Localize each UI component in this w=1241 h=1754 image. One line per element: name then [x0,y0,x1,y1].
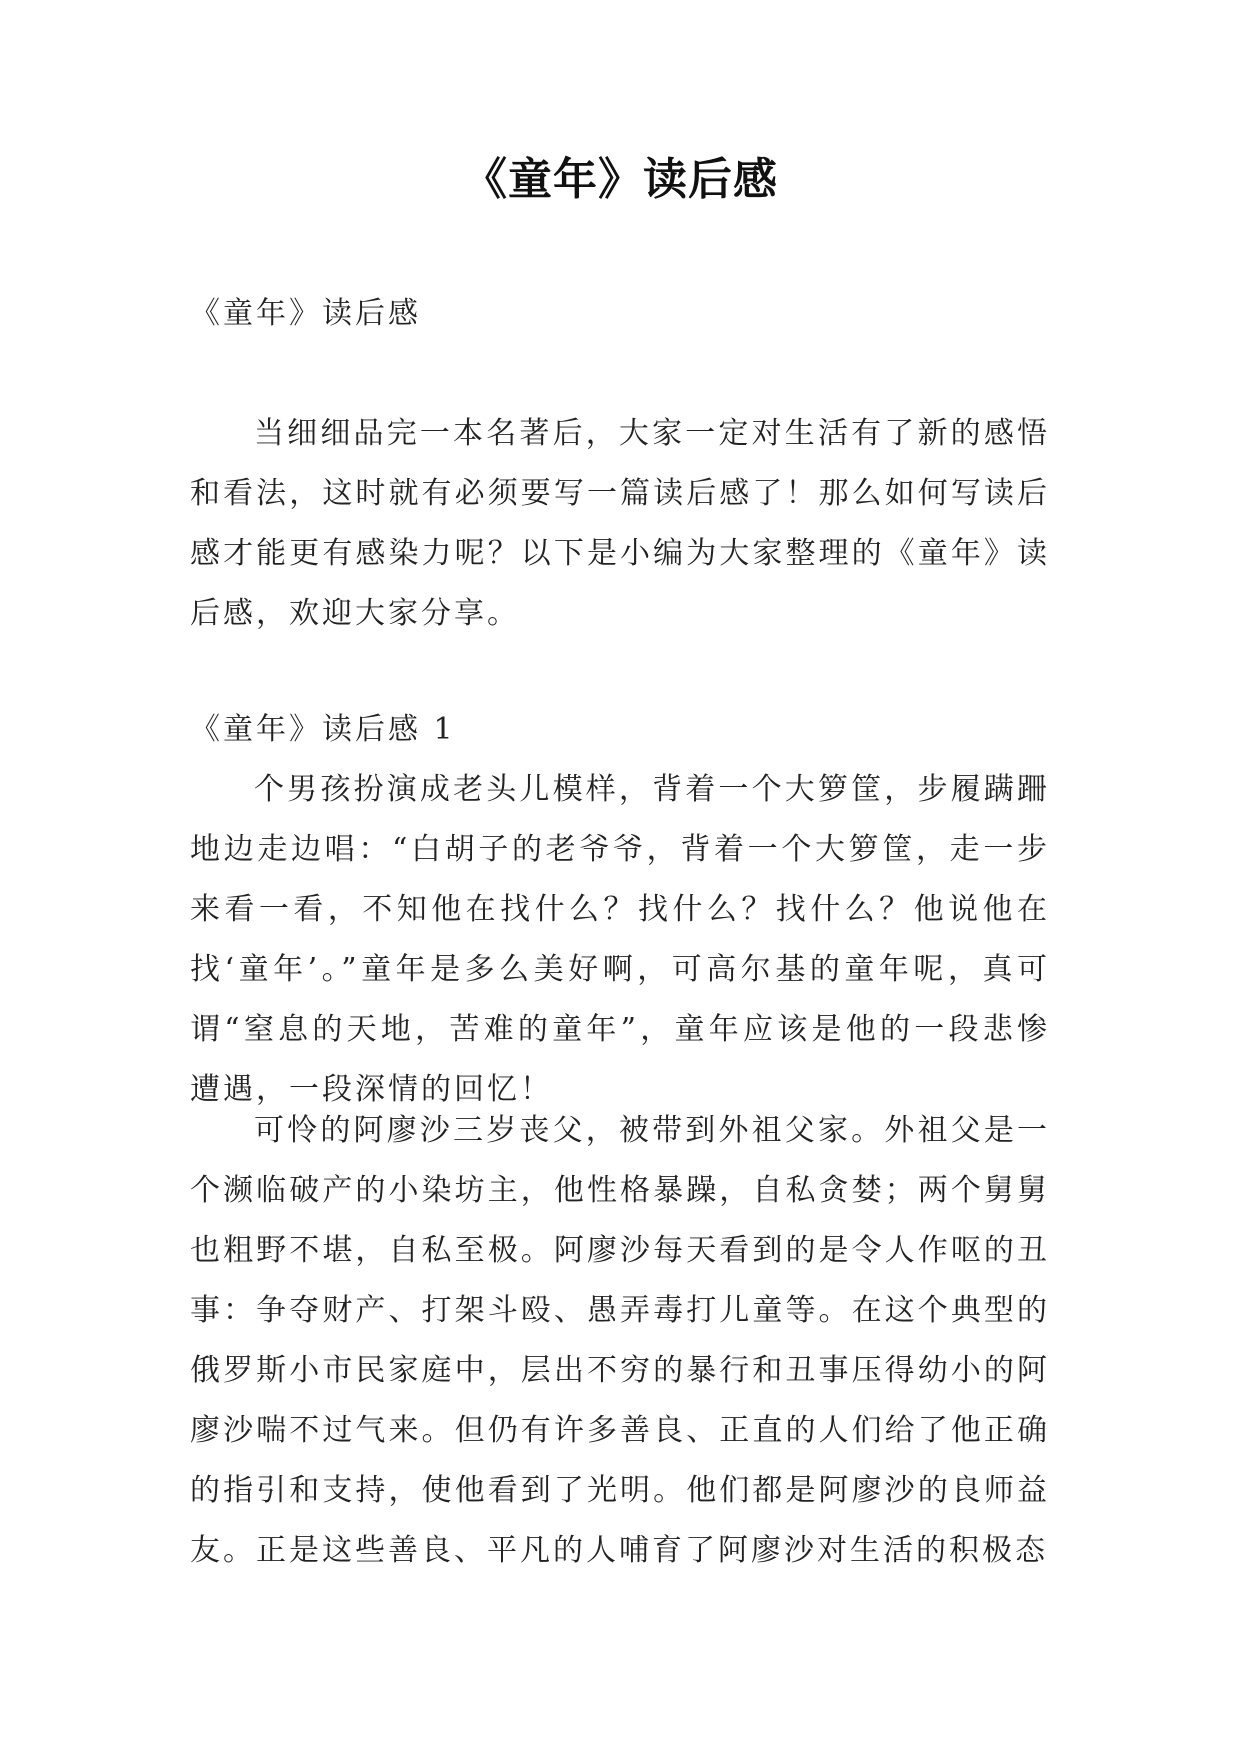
body-paragraph-2: 可怜的阿廖沙三岁丧父，被带到外祖父家。外祖父是一个濒临破产的小染坊主，他性格暴躁，自私贪婪；两个舅舅也粗野不堪，自私至极。阿廖沙每天看到的是令人作呕的丑事：争夺财产、打架斗殴、愚弄毒打儿童等。在这个典型的俄罗斯小市民家庭中，层出不穷的暴行和丑事压得幼小的阿廖沙喘不过气来。但仍有许多善良、正直的人们给了他正确的指引和支持，使他看到了光明。他们都是阿廖沙的良师益友。正是这些善良、平凡的人哺育了阿廖沙对生活的积极态 [190,1113,1050,1568]
document-subtitle: 《童年》读后感 [190,296,421,331]
section-heading: 《童年》读后感 1 [190,712,456,747]
intro-paragraph: 当细细品完一本名著后，大家一定对生活有了新的感悟和看法，这时就有必须要写一篇读后感了！那么如何写读后感才能更有感染力呢？以下是小编为大家整理的《童年》读后感，欢迎大家分享。 [190,416,1050,631]
body-paragraph-1: 个男孩扮演成老头儿模样，背着一个大箩筐，步履蹒跚地边走边唱：“白胡子的老爷爷，背着一个大箩筐，走一步来看一看，不知他在找什么？找什么？找什么？他说他在找‘童年’。”童年是多么美好啊，可高尔基的童年呢，真可谓“窒息的天地，苦难的童年”，童年应该是他的一段悲惨遭遇，一段深情的回忆！ [190,772,1050,1107]
document-title: 《童年》读后感 [463,154,778,205]
